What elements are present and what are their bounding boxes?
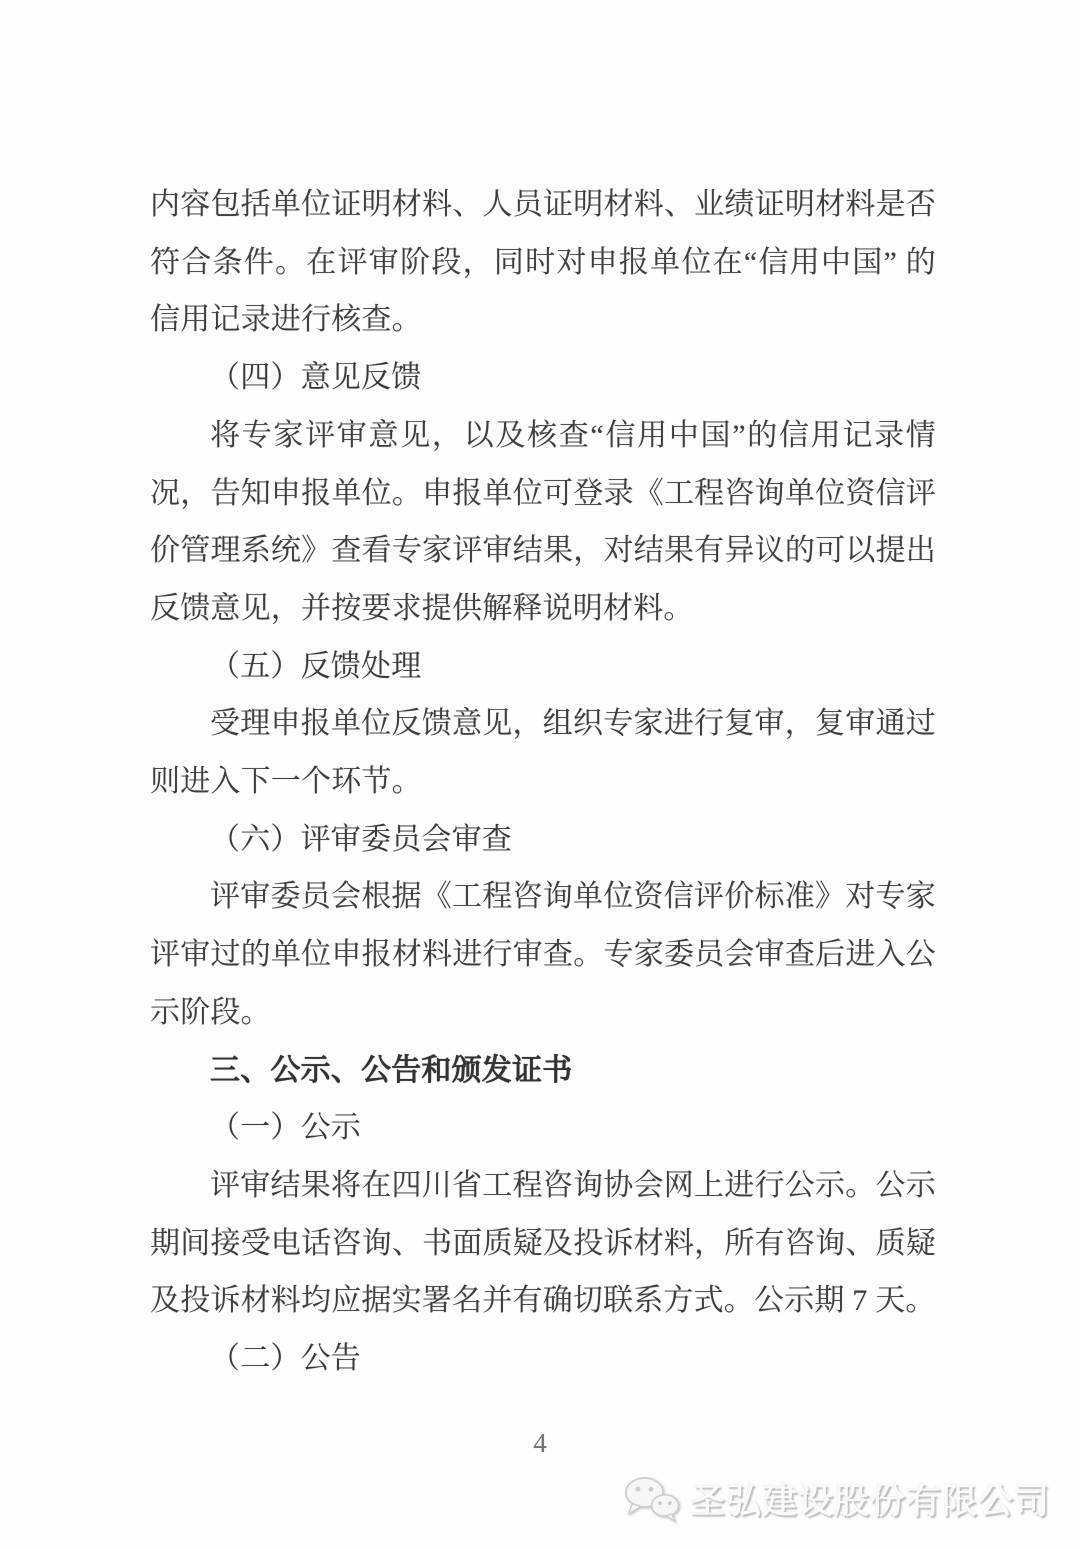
page-number: 4 [533,1428,547,1458]
section-heading-3: 三、公示、公告和颁发证书 [210,1053,573,1087]
paragraph-committee-review: 评审委员会根据《工程咨询单位资信评价标准》对专家评审过的单位申报材料进行审查。专家委员会审查后进入公示阶段。 [150,880,936,1029]
company-watermark [624,1474,1050,1524]
document-text-block [150,176,936,1388]
subsection-heading-6: （六）评审委员会审查 [210,822,512,856]
subsection-heading-5: （五）反馈处理 [210,649,422,683]
paragraph-feedback: 将专家评审意见，以及核查“信用中国”的信用记录情况，告知申报单位。申报单位可登录《工程咨询单位资信评价管理系统》查看专家评审结果，对结果有异议的可以提出反馈意见，并按要求提供解释说明材料。 [150,418,936,625]
subsection-heading-2: （二）公告 [210,1342,361,1376]
subsection-heading-1: （一）公示 [210,1111,361,1145]
company-watermark-text: 圣弘建设股份有限公司 [689,1482,1050,1521]
wechat-icon [624,1474,680,1524]
paragraph-publicity: 评审结果将在四川省工程咨询协会网上进行公示。公示期间接受电话咨询、书面质疑及投诉材料，所有咨询、质疑及投诉材料均应据实署名并有确切联系方式。公示期 7 天。 [150,1168,936,1318]
paragraph-feedback-handling: 受理申报单位反馈意见，组织专家进行复审，复审通过则进入下一个环节。 [150,707,936,799]
subsection-heading-4: （四）意见反馈 [210,361,422,395]
paragraph-continuation: 内容包括单位证明材料、人员证明材料、业绩证明材料是否符合条件。在评审阶段，同时对申报单位在“信用中国” 的信用记录进行核查。 [150,188,936,337]
